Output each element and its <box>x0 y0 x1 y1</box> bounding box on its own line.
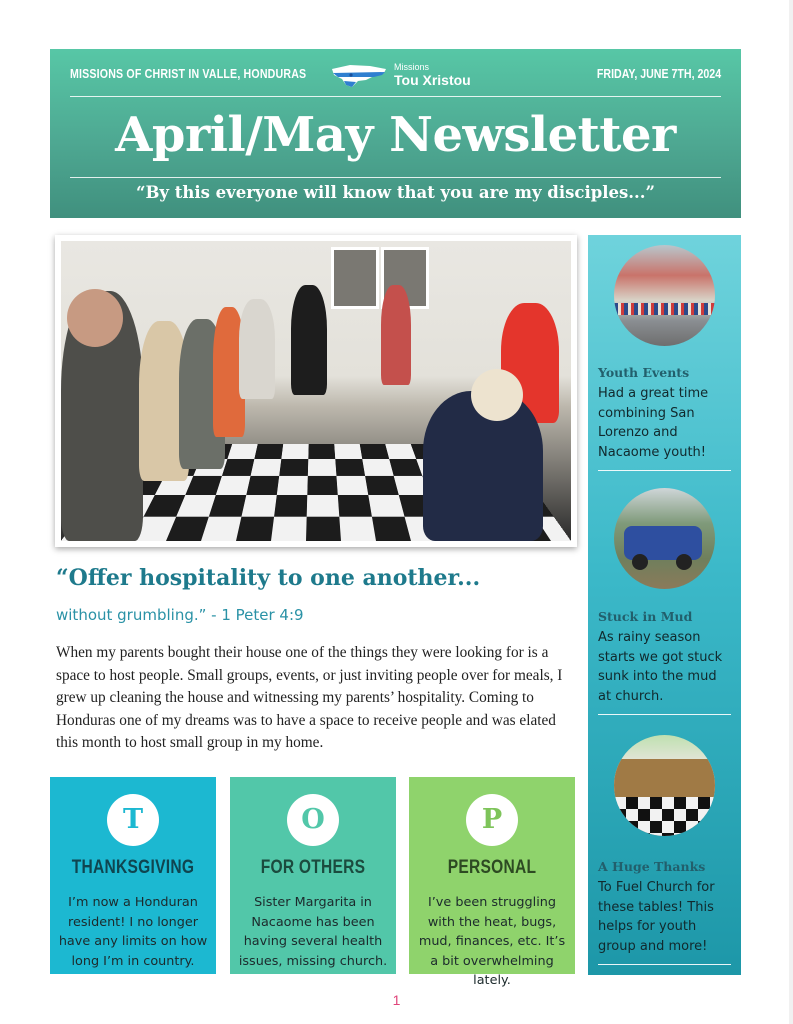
card-personal <box>409 777 575 988</box>
header-quote: “By this everyone will know that you are my disciples...” <box>135 183 656 202</box>
card-text: Sister Margarita in Nacaome has been having several health issues, missing church. <box>238 895 388 969</box>
logo-line-tou-xristou: Tou Xristou <box>394 72 471 88</box>
card-text: I’m now a Honduran resident! I no longer have any limits on how long I’m in country. <box>58 895 208 969</box>
sidebar-divider <box>598 470 731 471</box>
article-heading: “Offer hospitality to one another... <box>56 565 481 591</box>
newsletter-title: April/May Newsletter <box>115 107 676 163</box>
tables-photo <box>614 735 715 836</box>
header-divider-bottom <box>70 177 721 178</box>
card-title: FOR OTHERS <box>260 857 366 878</box>
card-for-others <box>230 777 396 974</box>
letter-badge-t: T <box>107 794 159 846</box>
page-number: 1 <box>392 992 401 1008</box>
sidebar-item-text: To Fuel Church for these tables! This helps for youth group and more! <box>598 880 715 954</box>
article-body: When my parents bought their house one of the things they were looking for is a space to host people. Small groups, events, or just inviting people over for meals, I grew up cleaning the house and witnessing my parents’ hospitality. Coming to Honduras one of my dreams was to have a space to receive people and was elated this month to host small group in my home. <box>56 644 563 751</box>
sidebar-item-text: Had a great time combining San Lorenzo and Nacaome youth! <box>598 386 709 460</box>
honduras-flag-map-icon <box>330 63 388 89</box>
article-subheading: without grumbling.” - 1 Peter 4:9 <box>56 606 304 624</box>
card-title: PERSONAL <box>447 857 537 878</box>
page-edge <box>789 0 793 1024</box>
sidebar-divider <box>598 964 731 965</box>
sidebar-item-text: As rainy season starts we got stuck sunk into the mud at church. <box>598 630 723 704</box>
issue-date: FRIDAY, JUNE 7TH, 2024 <box>596 67 721 81</box>
letter-badge-p: P <box>466 794 518 846</box>
card-text: I’ve been struggling with the heat, bugs, mud, finances, etc. It’s a bit overwhelming lately. <box>418 895 566 988</box>
sidebar-item-title: Youth Events <box>598 365 690 380</box>
youth-events-photo <box>614 245 715 346</box>
newsletter-header <box>50 49 741 218</box>
header-divider-top <box>70 96 721 97</box>
card-thanksgiving <box>50 777 216 974</box>
sidebar-item-title: A Huge Thanks <box>598 859 706 874</box>
sidebar <box>588 235 741 975</box>
sidebar-divider <box>598 714 731 715</box>
main-photo <box>55 235 577 547</box>
organization-name: MISSIONS OF CHRIST IN VALLE, HONDURAS <box>70 67 307 81</box>
sidebar-item-title: Stuck in Mud <box>598 609 693 624</box>
logo <box>330 59 490 93</box>
letter-badge-o: O <box>287 794 339 846</box>
stuck-in-mud-photo <box>614 488 715 589</box>
logo-line-missions: Missions <box>394 62 430 72</box>
card-title: THANKSGIVING <box>71 857 195 878</box>
small-group-prayer-photo <box>61 241 571 541</box>
